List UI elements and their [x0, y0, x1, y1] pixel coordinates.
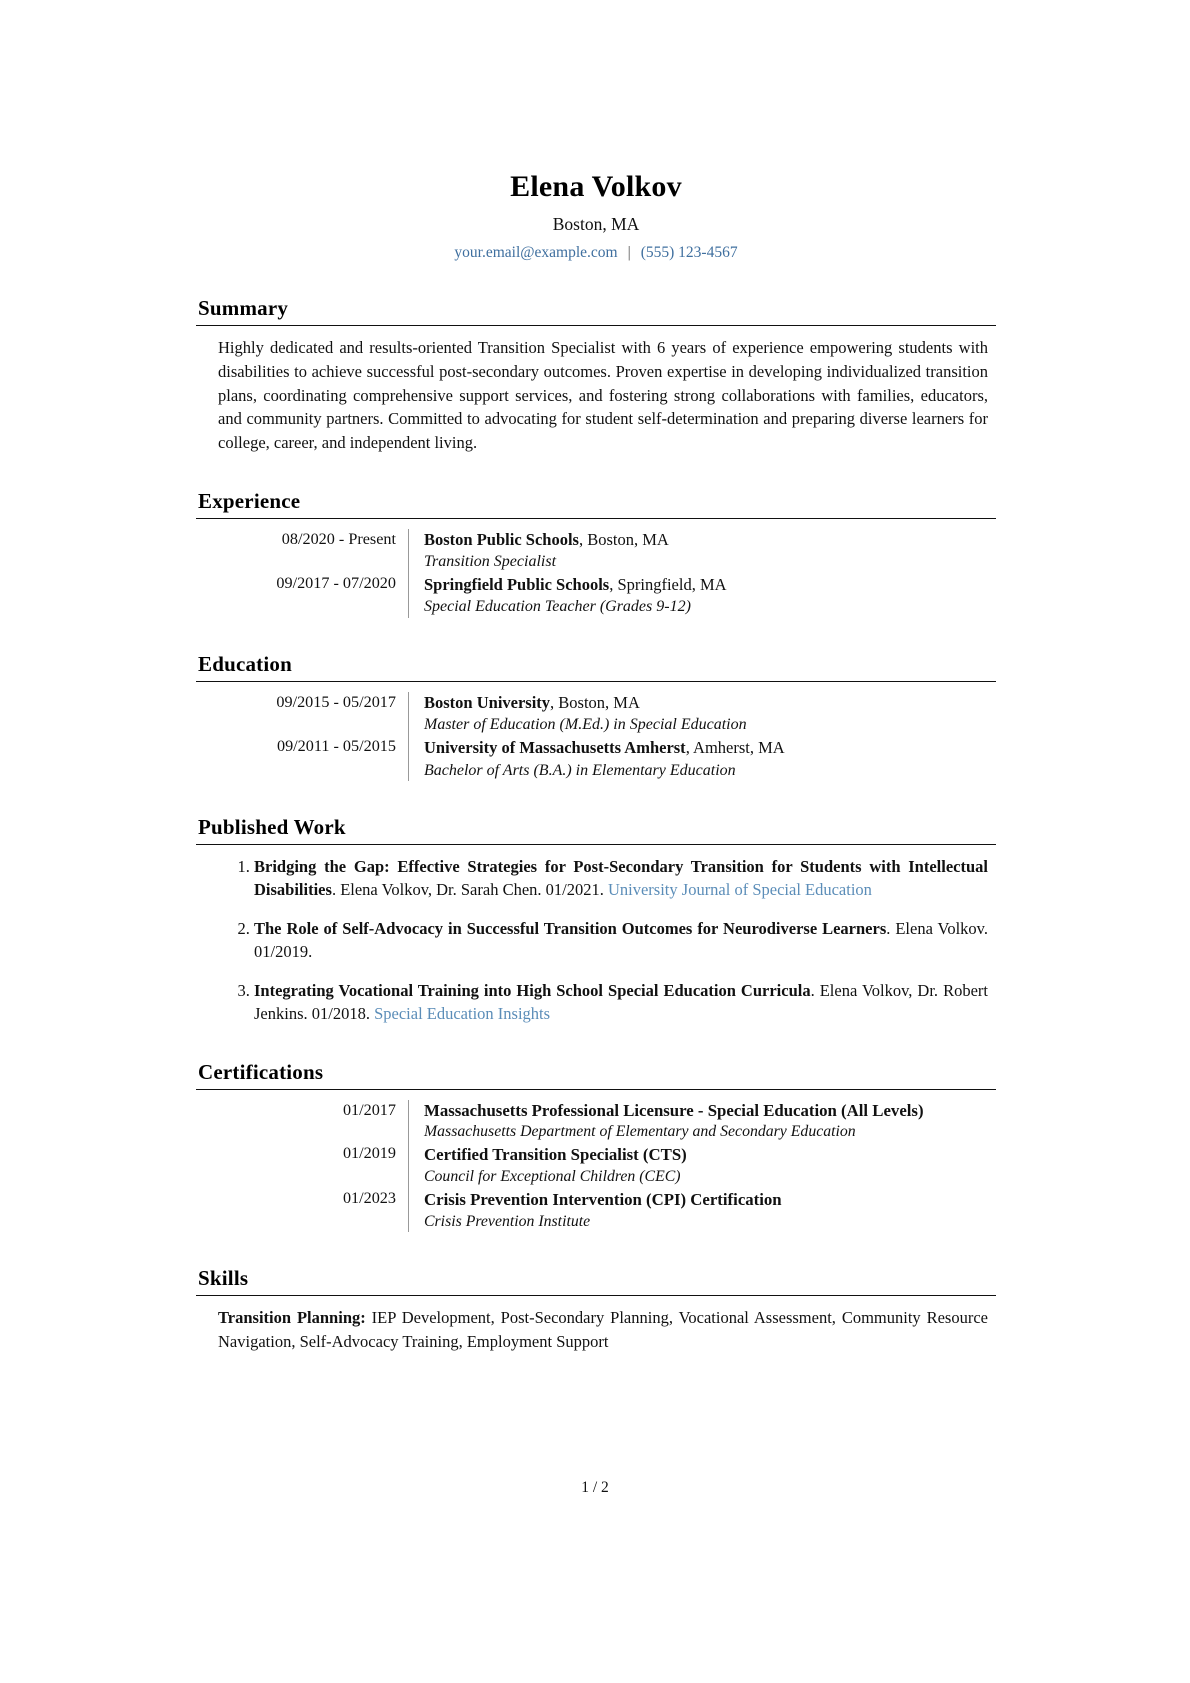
contact-separator: | [627, 244, 631, 261]
entry-body [410, 572, 1018, 618]
section-divider [196, 325, 996, 326]
section-title-published-work: Published Work [198, 814, 346, 839]
section-divider [196, 844, 996, 845]
section-education [196, 652, 996, 781]
section-title-summary: Summary [198, 296, 289, 320]
publication-meta: . Elena Volkov, Dr. Sarah Chen. 01/2021. [331, 880, 608, 900]
entry-org: University of Massachusetts Amherst [424, 738, 686, 758]
certification-name: Certified Transition Specialist (CTS) [424, 1145, 687, 1165]
entry-heading [424, 692, 1018, 714]
entry-role: Transition Specialist [424, 552, 557, 570]
publication-title: The Role of Self-Advocacy in Successful Transition Outcomes for Neurodiverse Learners [254, 919, 887, 939]
entry-place: , Boston, MA [550, 692, 640, 712]
entry-date: 09/2017 - 07/2020 [276, 574, 396, 593]
entry-place: , Springfield, MA [609, 575, 727, 595]
summary-text: Highly dedicated and results-oriented Transition Specialist with 6 years of experience empowering students with disabilities to achieve successful post-secondary outcomes. Proven expertise in developing individualized transition plans, coordinating comprehensive support services, and fostering strong collaborations with families, educators, and community partners. Committed to advocating for student self-determination and preparing diverse learners for college, career, and independent living. [218, 338, 988, 452]
entry-degree: Bachelor of Arts (B.A.) in Elementary Education [424, 761, 736, 779]
table-row [218, 735, 1018, 781]
certification-entries [218, 1100, 1018, 1233]
table-row [218, 572, 1018, 618]
entry-date: 09/2015 - 05/2017 [276, 692, 396, 711]
resume-content [196, 170, 996, 1353]
section-certifications [196, 1060, 996, 1233]
section-skills [196, 1266, 996, 1353]
table-row [218, 1187, 1018, 1232]
list-item [254, 917, 988, 963]
publication-link[interactable]: Special Education Insights [374, 1004, 551, 1024]
section-title-experience: Experience [198, 488, 301, 513]
section-divider [196, 1089, 996, 1090]
table-row [218, 692, 1018, 736]
certification-issuer: Crisis Prevention Institute [424, 1213, 591, 1231]
certification-name: Crisis Prevention Intervention (CPI) Certification [424, 1190, 782, 1210]
entry-org: Springfield Public Schools [424, 575, 610, 595]
entry-heading [424, 574, 1018, 596]
skills-text [218, 1306, 988, 1353]
entry-date: 01/2023 [342, 1189, 396, 1208]
list-item [254, 855, 988, 901]
section-published-work [196, 815, 996, 1026]
entry-role: Special Education Teacher (Grades 9-12) [424, 598, 691, 616]
list-item [254, 979, 988, 1025]
entry-org: Boston Public Schools [424, 529, 579, 549]
section-divider [196, 518, 996, 519]
certification-issuer: Massachusetts Department of Elementary and Secondary Education [424, 1123, 856, 1141]
contact-line [196, 244, 996, 262]
header-location: Boston, MA [552, 214, 640, 234]
publication-meta: . Elena Volkov. 01/2019. [254, 919, 988, 962]
entry-place: , Amherst, MA [685, 738, 785, 758]
page-number: 1 / 2 [581, 1479, 609, 1496]
email-link[interactable]: your.email@example.com [454, 244, 618, 261]
section-experience [196, 489, 996, 618]
certification-issuer: Council for Exceptional Children (CEC) [424, 1168, 681, 1186]
section-title-certifications: Certifications [198, 1059, 324, 1084]
education-entries [218, 692, 1018, 781]
entry-body [410, 692, 1018, 736]
entry-heading [424, 737, 1018, 759]
publication-title: Bridging the Gap: Effective Strategies for Post-Secondary Transition for Students with Intellectual Disabilities [254, 856, 988, 900]
section-title-education: Education [198, 651, 292, 676]
section-title-skills: Skills [198, 1266, 249, 1291]
entry-place: , Boston, MA [578, 529, 669, 549]
entry-body [410, 735, 1018, 781]
entry-org: Boston University [424, 692, 551, 712]
section-divider [196, 1295, 996, 1296]
entry-heading [424, 529, 1018, 551]
publication-meta: . Elena Volkov, Dr. Robert Jenkins. 01/2018. [254, 981, 988, 1024]
phone-link[interactable]: (555) 123-4567 [640, 244, 738, 261]
entry-date: 01/2019 [342, 1144, 396, 1163]
entry-body [410, 1142, 1018, 1187]
publication-title: Integrating Vocational Training into High School Special Education Curricula [254, 981, 811, 1001]
table-row [218, 1142, 1018, 1187]
entry-body [410, 1187, 1018, 1232]
entry-date: 09/2011 - 05/2015 [276, 737, 396, 756]
entry-date: 08/2020 - Present [281, 529, 396, 548]
entry-body [410, 529, 1018, 573]
skills-category: Transition Planning: [218, 1308, 366, 1328]
publication-link[interactable]: University Journal of Special Education [607, 880, 872, 900]
entry-degree: Master of Education (M.Ed.) in Special Education [424, 715, 747, 733]
entry-date: 01/2017 [342, 1100, 396, 1119]
section-summary [196, 296, 996, 455]
experience-entries [218, 529, 1018, 618]
section-divider [196, 681, 996, 682]
resume-header [196, 170, 996, 262]
publication-list [226, 855, 988, 1026]
entry-body [410, 1100, 1018, 1143]
table-row [218, 529, 1018, 573]
certification-name: Massachusetts Professional Licensure - Special Education (All Levels) [424, 1100, 924, 1120]
page-title: Elena Volkov [510, 170, 682, 203]
skills-list: IEP Development, Post-Secondary Planning, Vocational Assessment, Community Resource Navigation, Self-Advocacy Training, Employment Support [218, 1308, 988, 1351]
table-row [218, 1100, 1018, 1143]
